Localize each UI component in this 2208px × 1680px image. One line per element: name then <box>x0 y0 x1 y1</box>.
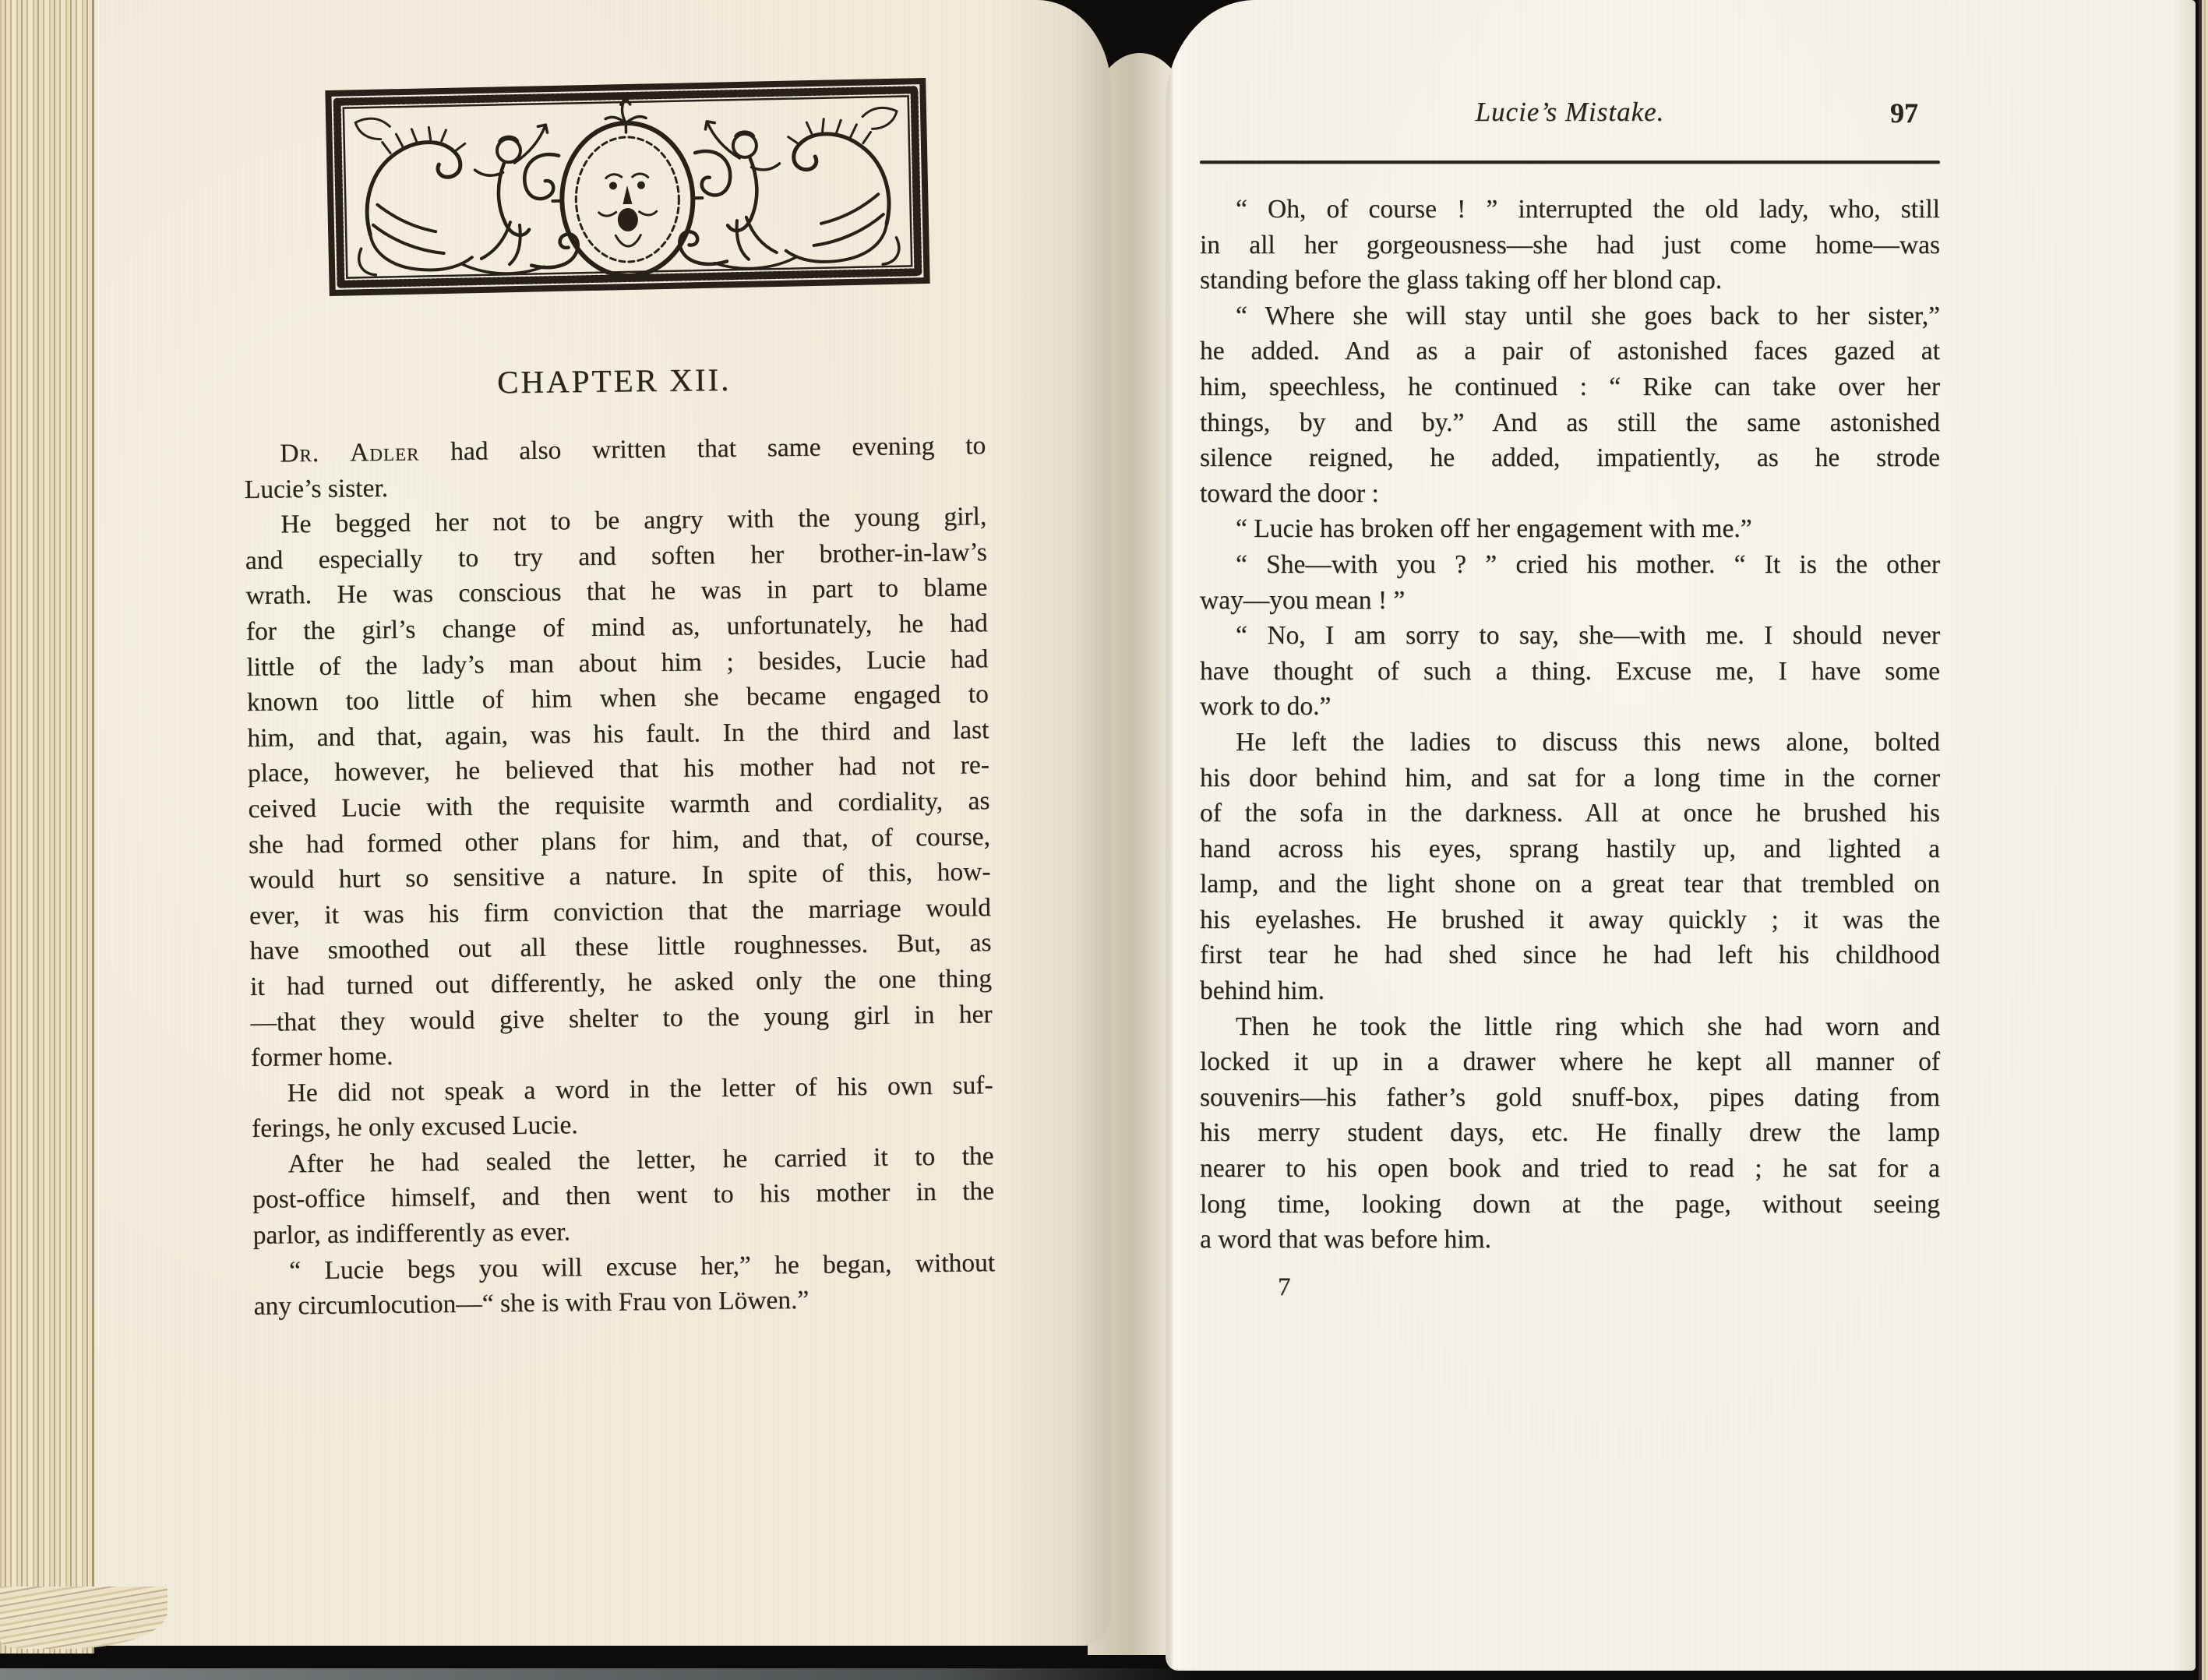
text-line: toward the door : <box>1200 478 1379 508</box>
text-line: “ No, I am sorry to say, she—with me. I should never <box>1236 621 1940 651</box>
paragraph <box>1200 547 1940 618</box>
paragraph <box>244 428 986 507</box>
paragraph <box>1200 192 1940 298</box>
text-line: hand across his eyes, sprang hastily up, and lighted a <box>1200 834 1940 863</box>
page-number: 97 <box>1890 97 1918 129</box>
text-line: it had turned out differently, he asked only the one thing <box>249 964 993 1001</box>
text-line: things, by and by.” And as still the same astonished <box>1200 408 1940 437</box>
text-line: a word that was before him. <box>1200 1225 1491 1255</box>
text-line: souvenirs—his father’s gold snuff-box, pipes dating from <box>1200 1082 1940 1112</box>
text-line: for the girl’s change of mind as, unfortunately, he had <box>245 609 989 646</box>
right-page-edge <box>2199 0 2208 1680</box>
paragraph <box>253 1245 996 1325</box>
text-line: lamp, and the light shone on a great tear that trembled on <box>1200 870 1940 899</box>
text-line: work to do.” <box>1200 692 1332 722</box>
chapter-heading: CHAPTER XII. <box>496 361 732 401</box>
text-line: ceived Lucie with the requisite warmth and cordiality, as <box>248 786 990 824</box>
text-line: first tear he had shed since he had left his childhood <box>1200 941 1940 970</box>
text-line: any circumlocution—“ she is with Frau von Löwen.” <box>253 1286 809 1322</box>
text-line: in all her gorgeousness—she had just come home—was <box>1200 230 1940 259</box>
text-line: ferings, he only excused Lucie. <box>251 1110 578 1144</box>
right-page-body <box>1200 192 1940 1305</box>
text-line: “ She—with you ? ” cried his mother. “ It is the other <box>1236 549 1940 579</box>
text-line: behind him. <box>1200 976 1325 1006</box>
text-line: would hurt so sensitive a nature. In spite of this, how- <box>249 857 991 895</box>
text-line: —that they would give shelter to the young girl in her <box>250 999 993 1037</box>
text-line: way—you mean ! ” <box>1200 585 1406 615</box>
header-rule <box>1200 161 1940 164</box>
text-line: known too little of him when she became engaged to <box>246 679 989 718</box>
text-line: “ Oh, of course ! ” interrupted the old lady, who, still <box>1236 195 1940 224</box>
text-line: wrath. He was conscious that he was in part to blame <box>245 573 988 611</box>
text-line: Then he took the little ring which she had worn and <box>1236 1011 1940 1041</box>
text-line: and especially to try and soften her brother-in-law’s <box>245 537 987 575</box>
text-line: of the sofa in the darkness. All at once he brushed his <box>1200 799 1940 828</box>
paragraph <box>1200 511 1940 547</box>
left-page-text-block <box>243 358 996 1325</box>
text-line: nearer to his open book and tried to read ; he sat for a <box>1200 1154 1940 1184</box>
running-head-row <box>1200 95 1940 129</box>
text-line: have smoothed out all these little roughnesses. But, as <box>249 928 992 966</box>
text-line: his eyelashes. He brushed it away quickly ; it was the <box>1200 905 1940 934</box>
drop-name-small-caps: Dr. Adler <box>280 437 420 468</box>
paragraph <box>245 499 993 1075</box>
text-line: ever, it was his firm conviction that the marriage would <box>249 892 992 930</box>
text-line: former home. <box>250 1041 393 1073</box>
signature-mark: 7 <box>1278 1272 1291 1301</box>
paragraph <box>251 1068 993 1147</box>
text-line: Lucie’s sister. <box>244 473 389 504</box>
ornament-svg <box>323 76 931 298</box>
text-line: “ Lucie has broken off her engagement with me.” <box>1236 514 1752 544</box>
paragraph <box>1200 298 1940 512</box>
text-line: him, and that, again, was his fault. In the third and last <box>247 715 989 753</box>
text-line: his door behind him, and sat for a long time in the corner <box>1200 763 1940 792</box>
text-line: silence reigned, he added, impatiently, as he strode <box>1200 443 1940 473</box>
text-line: place, however, he believed that his mother had not re- <box>247 750 990 789</box>
fore-edge-page-stack <box>0 0 94 1654</box>
paragraph <box>1200 1009 1940 1258</box>
text-line: “ Where she will stay until she goes back to her sister,” <box>1236 301 1940 330</box>
text-line: He begged her not to be angry with the young girl, <box>280 502 987 539</box>
text-line: He did not speak a word in the letter of his own suf- <box>287 1070 993 1108</box>
chapter-ornament-engraving <box>323 76 931 298</box>
running-head: Lucie’s Mistake. <box>1475 97 1665 127</box>
text-line: little of the lady’s man about him ; besides, Lucie had <box>246 644 989 682</box>
text-line: post-office himself, and then went to his mother in the <box>252 1177 995 1215</box>
text-line: she had formed other plans for him, and that, of course, <box>248 821 991 859</box>
text-line-rest: had also written that same evening to <box>419 431 986 467</box>
right-page-text-block <box>1200 95 1940 1305</box>
text-line: him, speechless, he continued : “ Rike can take over her <box>1200 372 1940 401</box>
text-line: parlor, as indifferently as ever. <box>252 1217 571 1250</box>
text-line: After he had sealed the letter, he carried it to the <box>287 1142 994 1179</box>
text-line: standing before the glass taking off her blond cap. <box>1200 266 1723 295</box>
text-line: have thought of such a thing. Excuse me, I have some <box>1200 656 1940 686</box>
paragraph <box>252 1138 994 1254</box>
text-line: “ Lucie begs you will excuse her,” he began, without <box>288 1248 996 1286</box>
text-line: He left the ladies to discuss this news alone, bolted <box>1236 727 1940 757</box>
text-line: he added. And as a pair of astonished faces gazed at <box>1200 337 1940 366</box>
text-line: long time, looking down at the page, without seeing <box>1200 1189 1940 1219</box>
text-line: his merry student days, etc. He finally drew the lamp <box>1200 1118 1940 1148</box>
paragraph <box>1200 618 1940 725</box>
text-line: locked it up in a drawer where he kept all manner of <box>1200 1047 1940 1077</box>
paragraph <box>1200 725 1940 1009</box>
